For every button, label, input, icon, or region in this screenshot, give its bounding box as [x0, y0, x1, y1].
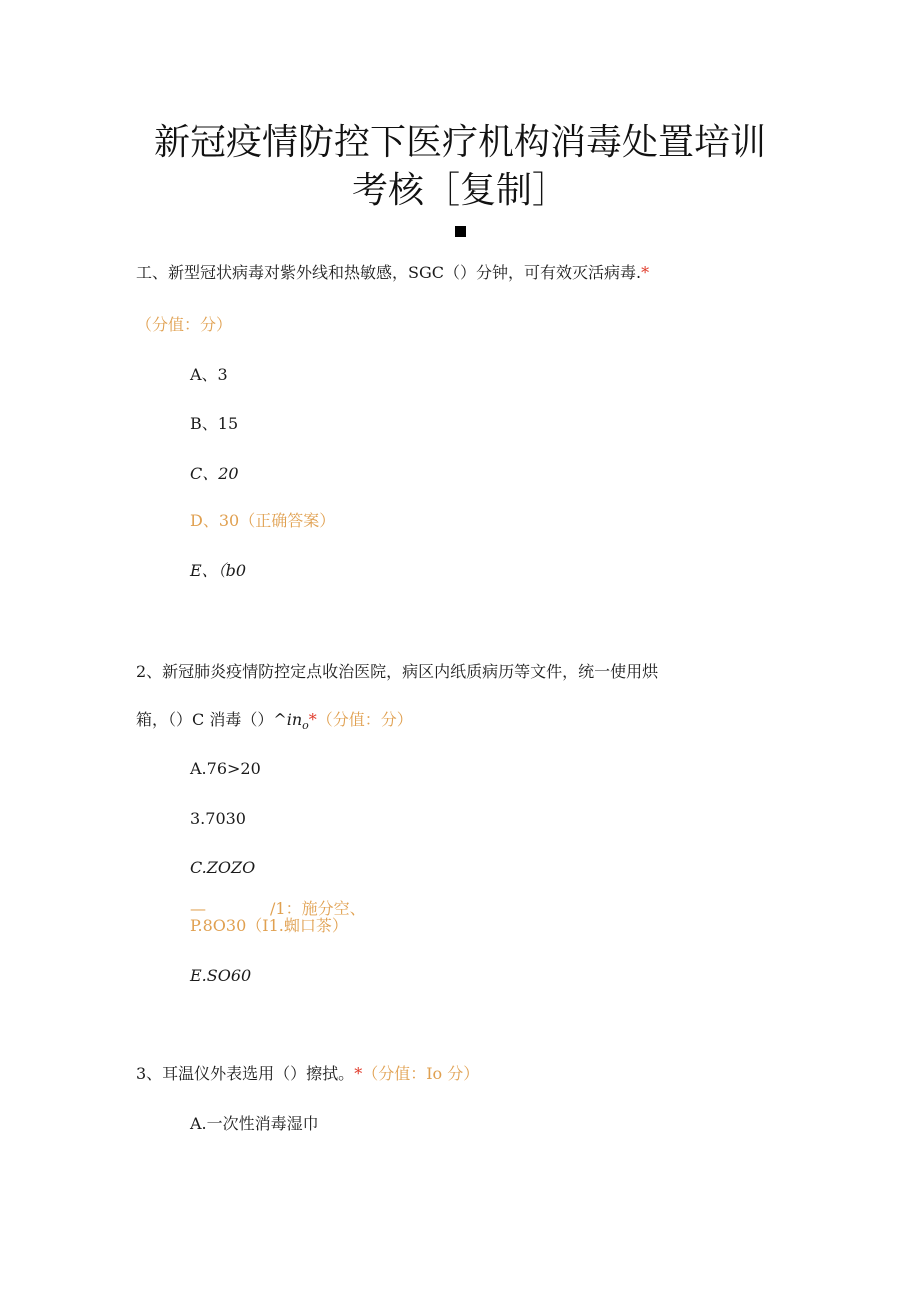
question-1-score: （分值：分） [136, 315, 233, 334]
q2-option-a-label: A.76>20 [190, 759, 261, 778]
q2-option-b[interactable]: 3.7030 [190, 809, 246, 828]
q1-option-e[interactable]: E、（b0 [190, 561, 247, 580]
required-star: * [641, 263, 650, 282]
question-2-stem: 箱，（）C 消毒（） [136, 710, 274, 729]
correct-answer-note: （正确答案） [239, 511, 336, 530]
q1-option-b[interactable]: B、15 [190, 414, 239, 433]
q2-option-d-upper: /1：施分空、 [270, 899, 366, 918]
q2-option-c[interactable]: C.ZOZO [190, 858, 256, 877]
question-2-garbled: ^in [273, 710, 303, 729]
question-2-text-line1: 2、新冠肺炎疫情防控定点收治医院，病区内纸质病历等文件，统一使用烘 [136, 662, 659, 681]
q1-option-c[interactable]: C、20 [190, 464, 239, 483]
required-star: * [308, 710, 317, 729]
q2-option-a[interactable] [190, 758, 261, 780]
question-3-text [136, 1063, 479, 1085]
question-1-text [136, 262, 649, 284]
q1-option-d-label: D、30 [190, 511, 240, 530]
q1-option-a[interactable]: A、3 [190, 365, 228, 384]
question-2-text-line2 [136, 709, 413, 737]
question-3-stem: 3、耳温仪外表选用（）擦拭。 [136, 1064, 355, 1083]
page-title-line2: 考核［复制］ [351, 170, 568, 211]
question-2-score: （分值：分） [316, 710, 413, 729]
q2-option-e[interactable]: E.SO60 [190, 966, 252, 985]
required-star: * [354, 1064, 363, 1083]
q1-option-d[interactable] [190, 510, 335, 532]
question-1-stem: 工、新型冠状病毒对紫外线和热敏感，SGC（）分钟，可有效灭活病毒. [136, 263, 642, 282]
question-2-garbled-sub: o [302, 719, 309, 733]
q2-option-d[interactable]: P.8O30（I1.蜘口茶） [190, 916, 348, 935]
q3-option-a[interactable]: A.一次性消毒湿巾 [190, 1114, 319, 1133]
square-marker-icon [455, 226, 466, 237]
question-3-score: （分值：Io 分） [362, 1064, 480, 1083]
q2-option-d-dash: — [190, 899, 206, 918]
page-title-line1: 新冠疫情防控下医疗机构消毒处置培训 [153, 122, 766, 163]
